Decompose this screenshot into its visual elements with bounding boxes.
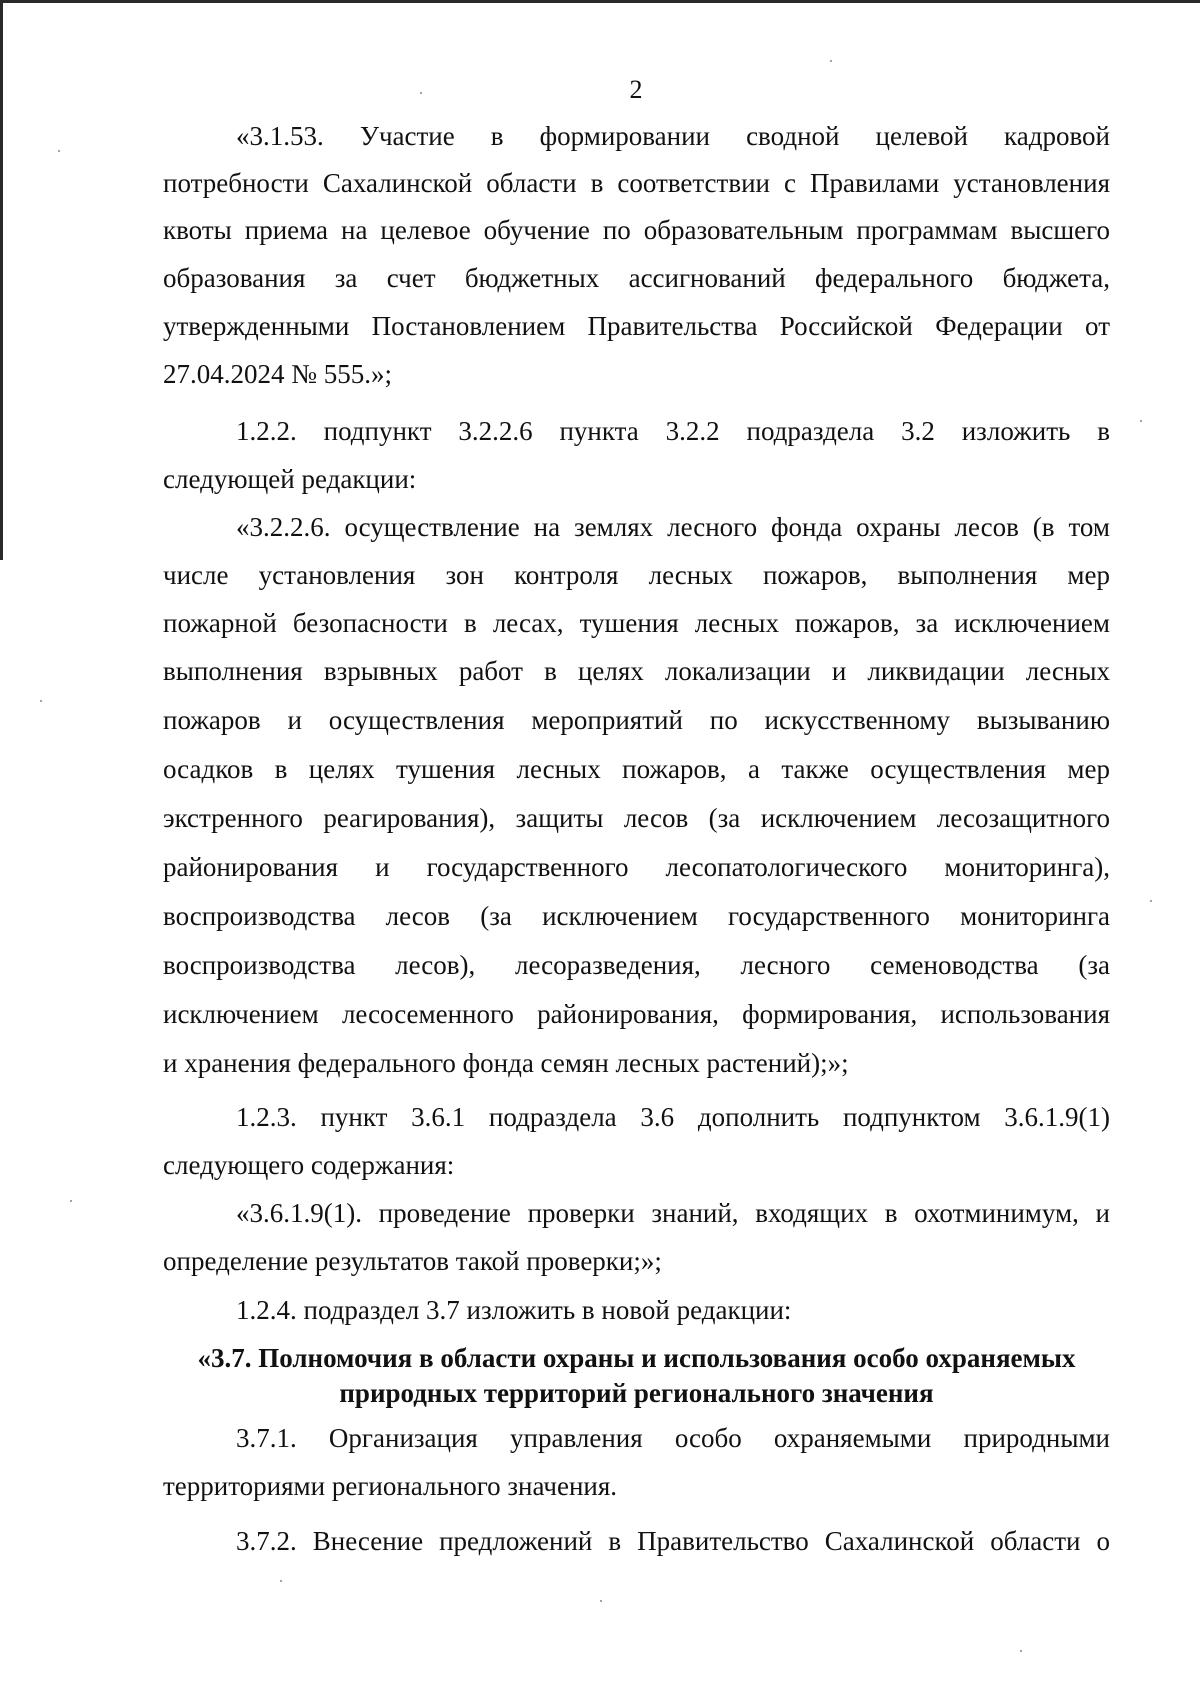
scan-speck <box>58 150 60 152</box>
body-line: «3.2.2.6. осуществление на землях лесного фонда охраны лесов (в том <box>236 512 1110 542</box>
section-heading: природных территорий регионального значения <box>339 1378 934 1408</box>
scan-speck <box>70 1200 72 1202</box>
body-line: «3.6.1.9(1). проведение проверки знаний, входящих в охотминимум, и <box>236 1198 1110 1228</box>
body-line: осадков в целях тушения лесных пожаров, а также осуществления мер <box>163 754 1110 784</box>
body-line: 3.7.1. Организация управления особо охраняемыми природными <box>236 1423 1110 1453</box>
scan-speck <box>1150 900 1152 902</box>
scan-speck <box>420 92 422 94</box>
body-line: «3.1.53. Участие в формировании сводной целевой кадровой <box>236 121 1110 151</box>
body-line: исключением лесосеменного районирования, формирования, использования <box>163 999 1110 1029</box>
body-line: числе установления зон контроля лесных пожаров, выполнения мер <box>163 560 1110 590</box>
scan-speck <box>280 1580 282 1582</box>
body-line: следующего содержания: <box>163 1150 455 1180</box>
section-heading: «3.7. Полномочия в области охраны и использования особо охраняемых <box>197 1343 1076 1373</box>
page-number: 2 <box>629 75 643 104</box>
body-line: 1.2.3. пункт 3.6.1 подраздела 3.6 дополнить подпунктом 3.6.1.9(1) <box>236 1102 1110 1132</box>
scan-edge-top <box>0 0 1200 3</box>
body-line: выполнения взрывных работ в целях локализации и ликвидации лесных <box>163 656 1110 686</box>
body-line: и хранения федерального фонда семян лесных растений);»; <box>163 1048 849 1078</box>
body-line: 27.04.2024 № 555.»; <box>163 359 393 389</box>
scan-speck <box>1140 420 1142 422</box>
body-line: воспроизводства лесов), лесоразведения, лесного семеноводства (за <box>163 950 1110 980</box>
body-line: экстренного реагирования), защиты лесов (за исключением лесозащитного <box>163 803 1110 833</box>
body-line: следующей редакции: <box>163 464 417 494</box>
body-line: пожарной безопасности в лесах, тушения лесных пожаров, за исключением <box>163 608 1110 638</box>
body-line: образования за счет бюджетных ассигнований федерального бюджета, <box>163 263 1110 293</box>
body-line: 3.7.2. Внесение предложений в Правительство Сахалинской области о <box>236 1526 1110 1556</box>
body-line: 1.2.4. подраздел 3.7 изложить в новой редакции: <box>236 1295 792 1325</box>
body-line: потребности Сахалинской области в соответствии с Правилами установления <box>163 168 1110 198</box>
scan-speck <box>40 700 42 702</box>
body-line: районирования и государственного лесопатологического мониторинга), <box>163 852 1110 882</box>
body-line: территориями регионального значения. <box>163 1471 618 1501</box>
scan-speck <box>830 60 832 62</box>
body-line: квоты приема на целевое обучение по образовательным программам высшего <box>163 215 1110 245</box>
scan-speck <box>1020 1650 1022 1652</box>
body-line: пожаров и осуществления мероприятий по искусственному вызыванию <box>163 705 1110 735</box>
body-line: определение результатов такой проверки;»; <box>163 1246 662 1276</box>
body-line: воспроизводства лесов (за исключением государственного мониторинга <box>163 901 1110 931</box>
body-line: 1.2.2. подпункт 3.2.2.6 пункта 3.2.2 подраздела 3.2 изложить в <box>236 416 1110 446</box>
body-line: утвержденными Постановлением Правительства Российской Федерации от <box>163 311 1110 341</box>
scan-speck <box>600 1600 602 1602</box>
